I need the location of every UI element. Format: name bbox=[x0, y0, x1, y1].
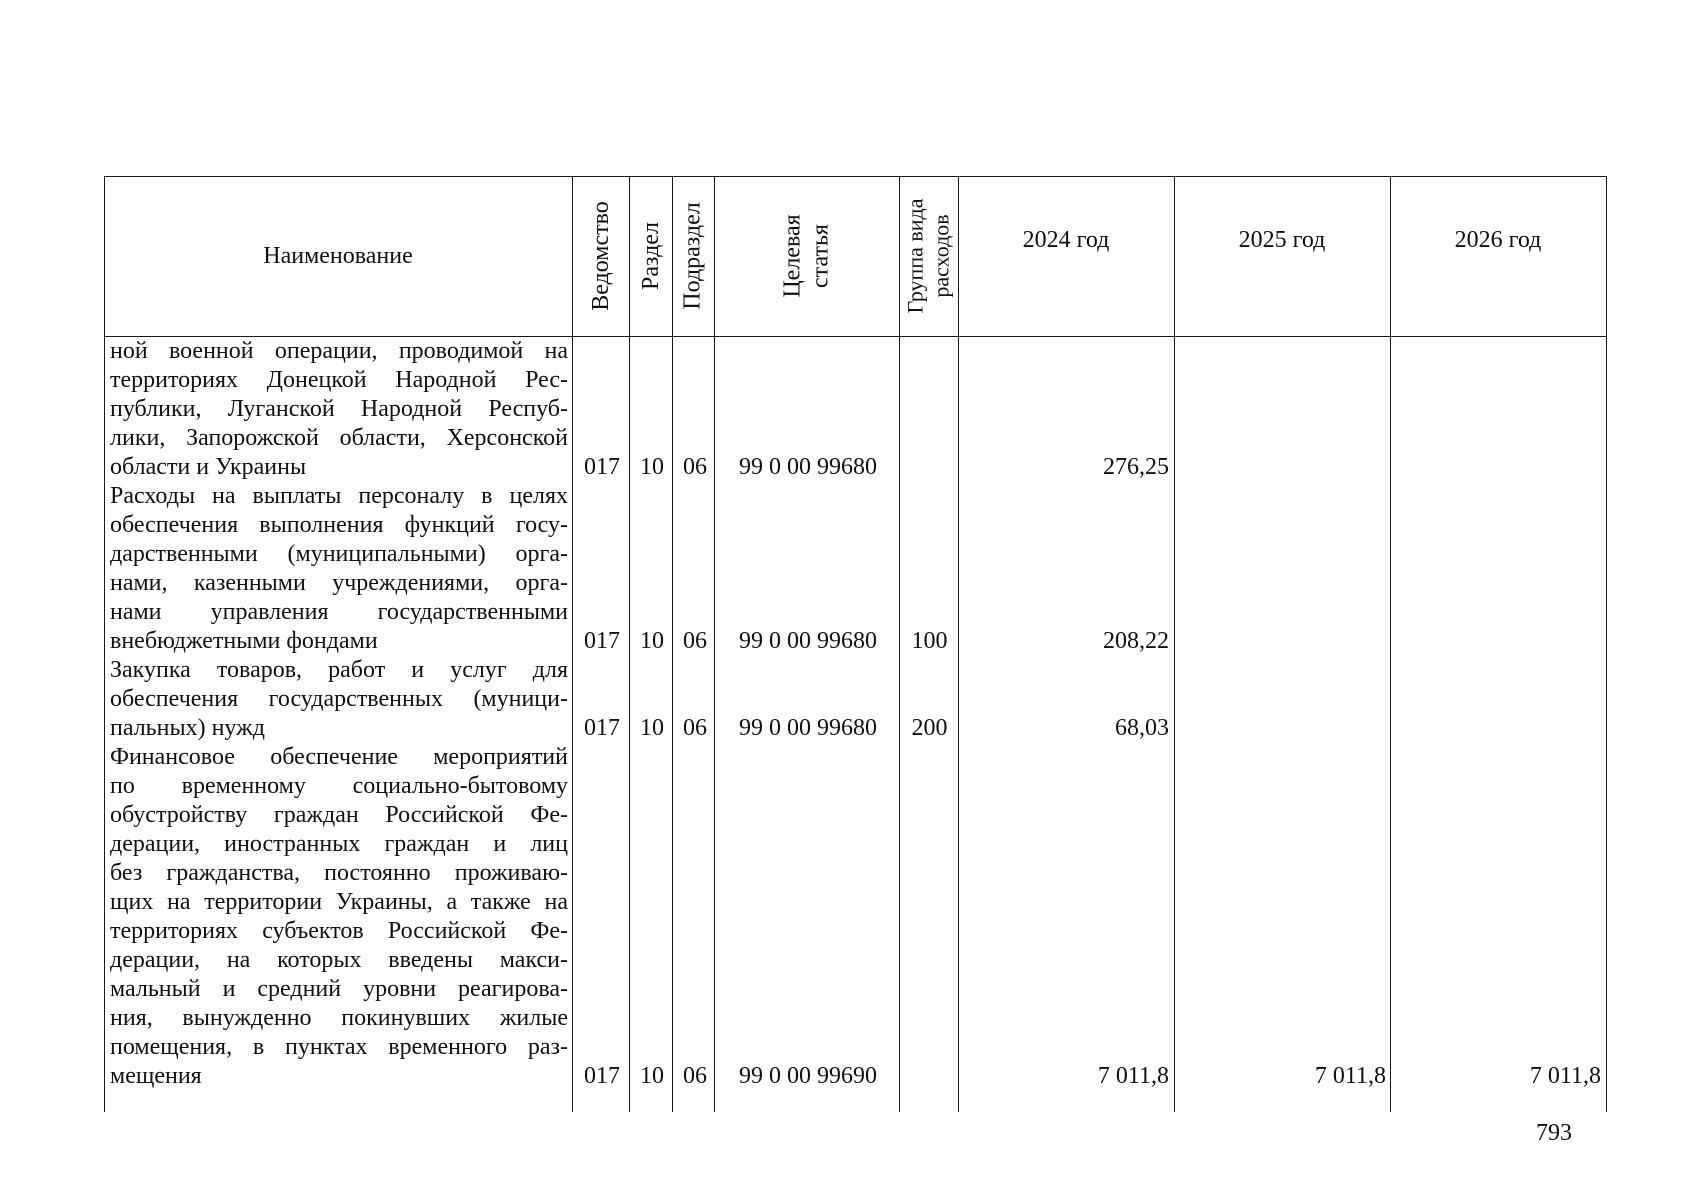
row-4-2025: 7 011,8 bbox=[1314, 1063, 1386, 1089]
header-celevaya bbox=[778, 214, 834, 297]
row-4-line-6: щих на территории Украины, а также на bbox=[110, 889, 568, 915]
header-name-cell bbox=[104, 176, 572, 336]
header-gruppa bbox=[903, 199, 955, 314]
row-2-gruppa: 100 bbox=[911, 628, 948, 654]
row-4-line-5: без гражданства, постоянно проживаю- bbox=[110, 860, 568, 886]
header-celevaya-line2: статья bbox=[807, 224, 834, 288]
header-gruppa-line1: Группа вида bbox=[902, 198, 928, 314]
row-3-razdel: 10 bbox=[640, 715, 664, 741]
row-3-podrazdel: 06 bbox=[683, 715, 707, 741]
row-1-line-3: публики, Луганской Народной Респуб- bbox=[110, 396, 568, 422]
row-4-2024: 7 011,8 bbox=[1097, 1063, 1169, 1089]
header-2025-cell bbox=[1174, 176, 1390, 336]
table-row-1-name bbox=[110, 337, 568, 482]
row-3-line-2: обеспечения государственных (муници- bbox=[110, 686, 568, 712]
row-2-line-6: внебюджетными фондами bbox=[110, 628, 378, 654]
table-right-border bbox=[1606, 176, 1607, 1112]
header-2024: 2024 год bbox=[1022, 227, 1110, 253]
row-1-line-2: территориях Донецкой Народной Рес- bbox=[110, 367, 568, 393]
row-4-vedomstvo: 017 bbox=[584, 1063, 620, 1089]
table-row-4-name bbox=[110, 743, 568, 1091]
header-razdel-cell bbox=[629, 176, 672, 336]
row-4-podrazdel: 06 bbox=[683, 1063, 707, 1089]
header-gruppa-cell bbox=[899, 176, 958, 336]
page-number: 793 bbox=[1536, 1120, 1572, 1146]
row-3-line-3: пальных) нужд bbox=[110, 715, 265, 741]
row-4-celevaya: 99 0 00 99690 bbox=[739, 1063, 877, 1089]
row-1-podrazdel: 06 bbox=[683, 454, 707, 480]
row-1-celevaya: 99 0 00 99680 bbox=[739, 454, 877, 480]
row-1-2024: 276,25 bbox=[1103, 454, 1169, 480]
table-row-2-name bbox=[110, 482, 568, 656]
row-2-vedomstvo: 017 bbox=[584, 628, 620, 654]
row-4-line-7: территориях субъектов Российской Фе- bbox=[110, 918, 568, 944]
row-2-2024: 208,22 bbox=[1103, 628, 1169, 654]
row-4-line-11: помещения, в пунктах временного раз- bbox=[110, 1034, 568, 1060]
row-4-line-3: обустройству граждан Российской Фе- bbox=[110, 802, 568, 828]
row-4-2026: 7 011,8 bbox=[1529, 1063, 1601, 1089]
header-podrazdel-cell bbox=[672, 176, 714, 336]
row-2-line-2: обеспечения выполнения функций госу- bbox=[110, 512, 568, 538]
header-celevaya-line1: Целевая bbox=[779, 214, 806, 298]
row-2-line-3: дарственными (муниципальными) орга- bbox=[110, 541, 568, 567]
row-4-razdel: 10 bbox=[640, 1063, 664, 1089]
row-2-podrazdel: 06 bbox=[683, 628, 707, 654]
header-vedomstvo: Ведомство bbox=[587, 201, 614, 311]
row-4-line-12: мещения bbox=[110, 1063, 202, 1089]
row-2-celevaya: 99 0 00 99680 bbox=[739, 628, 877, 654]
row-4-line-9: мальный и средний уровни реагирова- bbox=[110, 976, 568, 1002]
header-2024-cell bbox=[958, 176, 1174, 336]
header-celevaya-cell bbox=[714, 176, 899, 336]
header-2026: 2026 год bbox=[1454, 227, 1542, 253]
header-name: Наименование bbox=[263, 243, 413, 269]
row-3-line-1: Закупка товаров, работ и услуг для bbox=[110, 657, 568, 683]
row-3-vedomstvo: 017 bbox=[584, 715, 620, 741]
header-2026-cell bbox=[1390, 176, 1606, 336]
row-2-line-4: нами, казенными учреждениями, орга- bbox=[110, 570, 568, 596]
row-4-line-2: по временному социально-бытовому bbox=[110, 773, 568, 799]
row-4-line-8: дерации, на которых введены макси- bbox=[110, 947, 568, 973]
row-4-line-1: Финансовое обеспечение мероприятий bbox=[110, 744, 568, 770]
header-gruppa-line2: расходов bbox=[928, 214, 954, 298]
row-4-line-4: дерации, иностранных граждан и лиц bbox=[110, 831, 568, 857]
row-1-line-5: области и Украины bbox=[110, 454, 307, 480]
row-2-line-1: Расходы на выплаты персоналу в целях bbox=[110, 483, 568, 509]
row-1-razdel: 10 bbox=[640, 454, 664, 480]
row-3-gruppa: 200 bbox=[911, 715, 948, 741]
header-razdel: Раздел bbox=[637, 222, 664, 290]
row-2-line-5: нами управления государственными bbox=[110, 599, 568, 625]
row-2-razdel: 10 bbox=[640, 628, 664, 654]
row-1-line-1: ной военной операции, проводимой на bbox=[110, 338, 568, 364]
row-3-2024: 68,03 bbox=[1115, 715, 1169, 741]
row-1-vedomstvo: 017 bbox=[584, 454, 620, 480]
header-2025: 2025 год bbox=[1238, 227, 1326, 253]
table-row-3-name bbox=[110, 656, 568, 743]
row-3-celevaya: 99 0 00 99680 bbox=[739, 715, 877, 741]
row-4-line-10: ния, вынужденно покинувших жилые bbox=[110, 1005, 568, 1031]
header-podrazdel: Подраздел bbox=[680, 202, 707, 310]
header-vedomstvo-cell bbox=[572, 176, 629, 336]
row-1-line-4: лики, Запорожской области, Херсонской bbox=[110, 425, 568, 451]
